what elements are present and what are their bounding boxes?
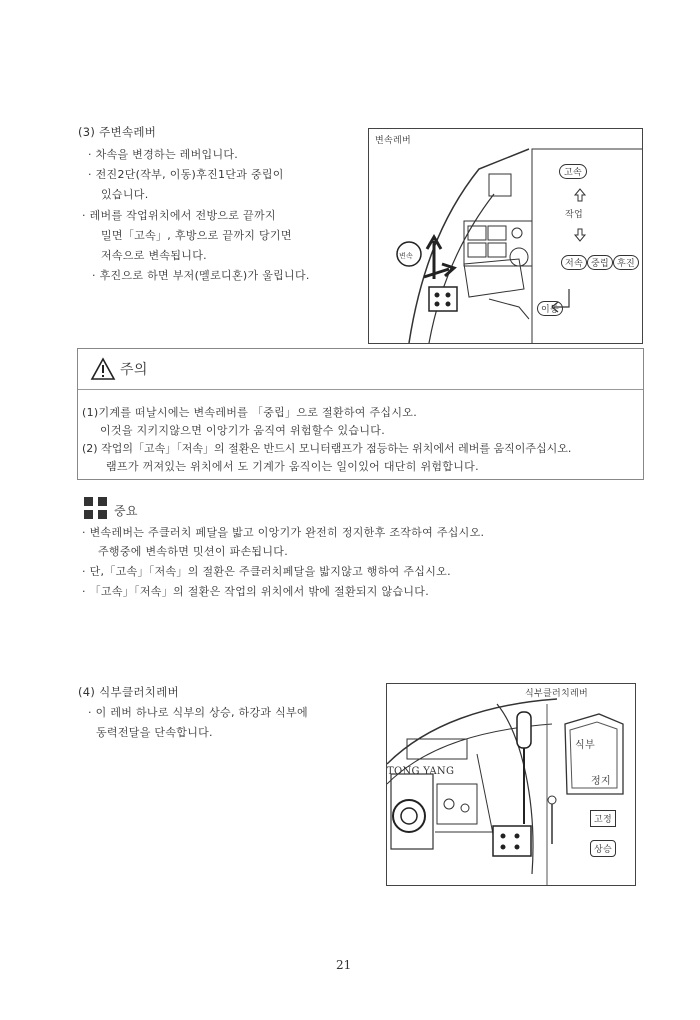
caution-line-4: 램프가 꺼져있는 위치에서 도 기계가 움직이는 일이있어 대단히 위험합니다. [106,460,479,473]
high-speed-label: 고속 [559,164,587,179]
caution-divider [78,389,643,390]
important-line-2: 주행중에 변속하면 밋션이 파손됩니다. [98,545,289,558]
section3-title: (3) 주변속레버 [78,125,157,139]
shift-lever-figure [368,128,643,344]
important-title: 중요 [114,504,138,518]
section3-line-2: · 전진2단(작부, 이동)후진1단과 중립이 [88,168,284,181]
caution-line-2: 이것을 지키지않으면 이앙기가 움직여 위험할수 있습니다. [100,424,386,437]
shift-lever-label: 변속 [399,252,414,260]
neutral-label: 중립 [587,255,613,270]
planting-clutch-figure [386,683,636,886]
important-line-1: · 변속레버는 주클러치 페달을 밟고 이앙기가 완전히 정지한후 조작하여 주십시오. [82,526,485,539]
section4-line-1: · 이 레버 하나로 식부의 상승, 하강과 식부에 [88,706,308,719]
planting-label: 식부 [575,740,595,751]
planting-clutch-caption: 식부클러치레버 [525,689,588,699]
section3-line-1: · 차속을 변경하는 레버입니다. [88,148,239,161]
important-line-3: · 단,「고속」「저속」의 절환은 주클러치페달을 밟지않고 행하여 주십시오. [82,565,451,578]
section3-line-7: · 후진으로 하면 부저(멜로디혼)가 울립니다. [92,269,310,282]
important-icon [83,496,109,520]
section4-line-2: 동력전달을 단속합니다. [96,726,213,739]
fixed-label: 고정 [590,810,616,827]
important-line-4: · 「고속」「저속」의 절환은 작업의 위치에서 밖에 절환되지 않습니다. [82,585,430,598]
travel-label: 이동 [537,301,563,316]
shift-lever-illustration [369,129,642,343]
caution-line-3: (2) 작업의「고속」「저속」의 절환은 반드시 모니터램프가 점등하는 위치에서 레버를 움직이주십시오. [82,442,572,455]
warning-triangle-icon [90,357,116,381]
reverse-label: 후진 [613,255,639,270]
page-number: 21 [336,958,352,972]
raise-label: 상승 [590,840,616,857]
brand-label: TONG YANG [387,766,455,777]
section3-line-5: 밀면「고속」, 후방으로 끝까지 당기면 [101,229,292,242]
low-speed-label: 저속 [561,255,587,270]
work-label: 작업 [565,210,583,220]
caution-title: 주의 [120,362,148,378]
caution-line-1: (1)기계를 떠날시에는 변속레버를 「중립」으로 절환하여 주십시오. [82,406,418,419]
section4-title: (4) 식부클러치레버 [78,685,180,699]
caution-box [77,348,644,480]
stop-label: 정지 [591,776,611,787]
section3-line-4: · 레버를 작업위치에서 전방으로 끝까지 [82,209,276,222]
section3-line-3: 있습니다. [101,188,149,201]
shift-lever-caption: 변속레버 [375,136,411,146]
section3-line-6: 저속으로 변속됩니다. [101,249,207,262]
